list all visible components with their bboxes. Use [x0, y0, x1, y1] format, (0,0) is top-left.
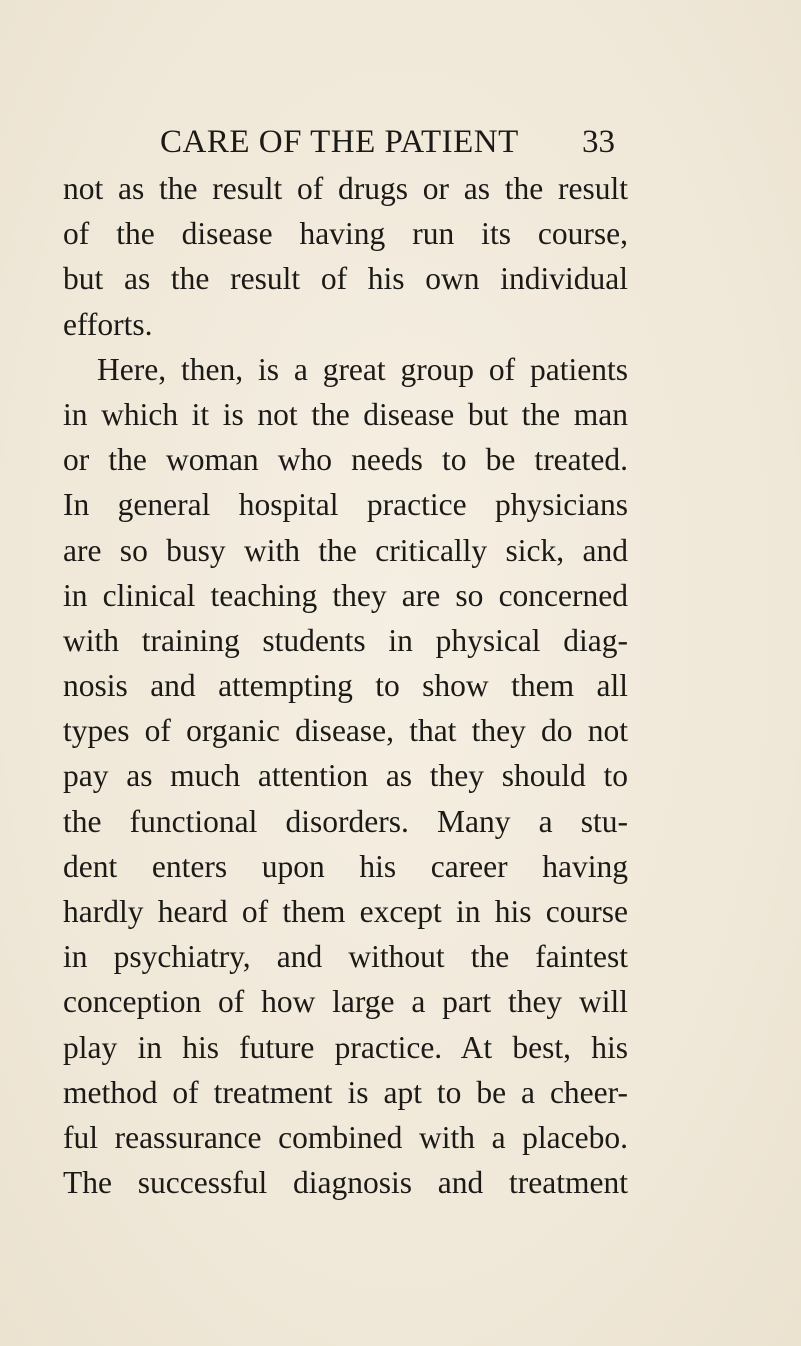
- text-line: method of treatment is apt to be a cheer-: [63, 1074, 628, 1110]
- text-line: in psychiatry, and without the faintest: [63, 939, 628, 975]
- page-number: 33: [582, 124, 615, 160]
- text-line: ful reassurance combined with a placebo.: [63, 1119, 628, 1155]
- text-line: The successful diagnosis and treatment: [63, 1165, 628, 1201]
- text-line: but as the result of his own individual: [63, 261, 628, 297]
- text-line: with training students in physical diag-: [63, 622, 628, 658]
- text-line: conception of how large a part they will: [63, 984, 628, 1020]
- text-line: dent enters upon his career having: [63, 848, 628, 884]
- text-line: efforts.: [63, 306, 153, 342]
- text-line: or the woman who needs to be treated.: [63, 442, 628, 478]
- text-line: hardly heard of them except in his course: [63, 894, 628, 929]
- running-head: [0, 118, 801, 166]
- text-line: Here, then, is a great group of patients: [97, 351, 628, 387]
- text-line: in clinical teaching they are so concerned: [63, 577, 628, 613]
- text-line: of the disease having run its course,: [63, 216, 628, 252]
- text-line: play in his future practice. At best, his: [63, 1029, 628, 1065]
- text-line: not as the result of drugs or as the result: [63, 171, 628, 206]
- text-line: In general hospital practice physicians: [63, 487, 628, 523]
- text-line: the functional disorders. Many a stu-: [63, 803, 628, 839]
- text-line: pay as much attention as they should to: [63, 758, 628, 794]
- text-line: types of organic disease, that they do not: [63, 713, 628, 749]
- text-line: are so busy with the critically sick, and: [63, 532, 628, 568]
- running-head-title: CARE OF THE PATIENT: [160, 124, 519, 160]
- body-text: [63, 166, 628, 1205]
- text-line: in which it is not the disease but the man: [63, 396, 628, 432]
- text-line: nosis and attempting to show them all: [63, 668, 628, 704]
